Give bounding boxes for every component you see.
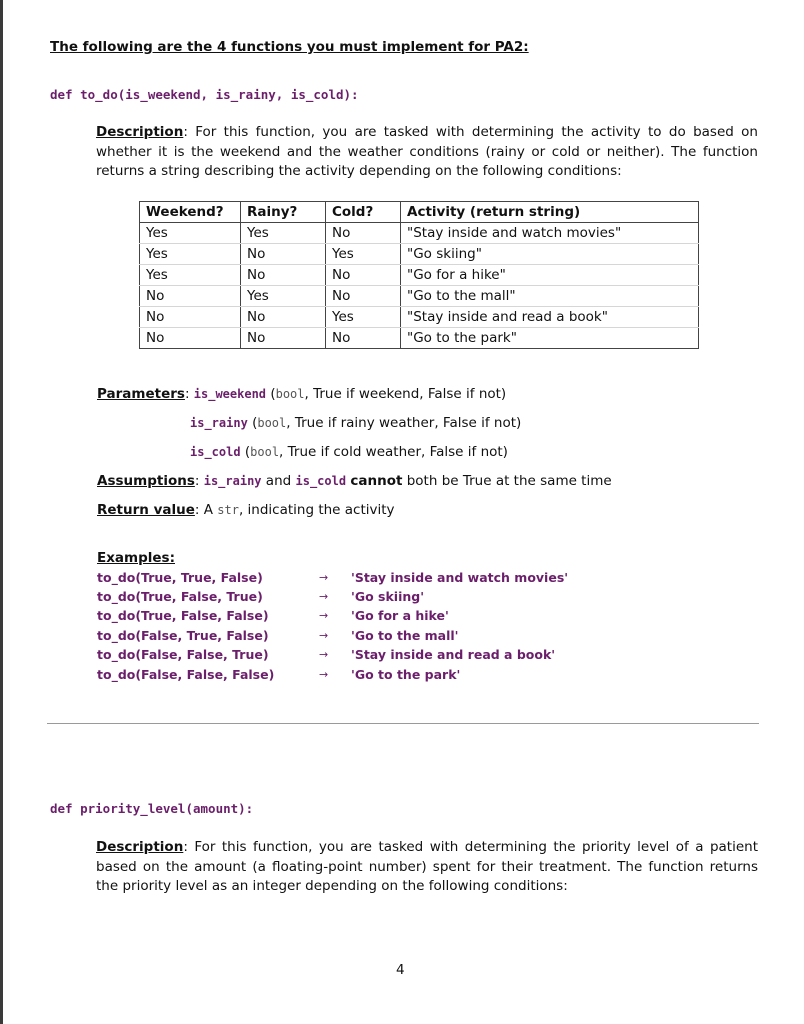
header-weekend: Weekend? (140, 202, 241, 223)
page-heading: The following are the 4 functions you must implement for PA2: (50, 39, 529, 55)
assumption-cannot: cannot (350, 473, 403, 489)
arrow-icon: → (319, 648, 329, 661)
header-cold: Cold? (326, 202, 401, 223)
page-left-edge (0, 0, 3, 1024)
table-cell: No (140, 328, 241, 349)
arrow-icon: → (319, 629, 329, 642)
return-value-line (97, 502, 395, 518)
description-label: Description (96, 124, 184, 140)
table-cell: Yes (241, 223, 326, 244)
page-number: 4 (396, 962, 405, 978)
function-signature-priority-level: def priority_level(amount): (50, 801, 254, 816)
assumption-var-is-cold: is_cold (295, 474, 347, 488)
param-is-rainy: is_rainy (190, 416, 248, 430)
assumption-rest: both be True at the same time (402, 473, 612, 489)
arrow-icon: → (319, 590, 329, 603)
table-cell: No (241, 265, 326, 286)
param-desc: , True if weekend, False if not) (304, 386, 507, 402)
param-type: bool (275, 387, 305, 401)
example-call: to_do(True, False, False) (97, 608, 269, 623)
table-cell: No (140, 286, 241, 307)
example-call: to_do(False, True, False) (97, 628, 269, 643)
return-type: str (217, 503, 239, 517)
table-cell: "Go skiing" (401, 244, 699, 265)
function-signature-to-do: def to_do(is_weekend, is_rainy, is_cold): (50, 87, 359, 102)
example-result: 'Go to the park' (351, 667, 461, 682)
table-cell: No (241, 244, 326, 265)
table-cell: No (326, 328, 401, 349)
example-result: 'Stay inside and read a book' (351, 647, 556, 662)
parameters-line (97, 386, 506, 402)
arrow-icon: → (319, 668, 329, 681)
parameters-colon: : (184, 386, 194, 402)
table-cell: Yes (326, 244, 401, 265)
param-is-weekend: is_weekend (193, 387, 267, 401)
table-cell: "Go to the park" (401, 328, 699, 349)
description-text: : For this function, you are tasked with determining the priority level of a patient based on the amount (a floating-point number) spent for their treatment. The function returns the priority level as an integer depending on the following conditions: (96, 839, 758, 894)
priority-level-description (96, 838, 758, 897)
example-result: 'Go for a hike' (351, 608, 449, 623)
table-cell: "Stay inside and read a book" (401, 307, 699, 328)
parameters-label: Parameters (97, 386, 185, 402)
assumption-and: and (261, 473, 296, 489)
parameter-line (190, 444, 508, 460)
arrow-icon: → (319, 571, 329, 584)
description-label: Description (96, 839, 184, 855)
arrow-icon: → (319, 609, 329, 622)
table-cell: No (326, 223, 401, 244)
activity-table (139, 201, 699, 349)
param-paren: ( (266, 386, 276, 402)
table-cell: No (241, 307, 326, 328)
table-cell: No (326, 265, 401, 286)
param-desc: , True if cold weather, False if not) (279, 444, 508, 460)
table-cell: Yes (140, 265, 241, 286)
example-result: 'Go skiing' (351, 589, 425, 604)
table-row (140, 328, 699, 349)
return-prefix: : A (194, 502, 218, 518)
param-type: bool (257, 416, 287, 430)
assumptions-label: Assumptions (97, 473, 195, 489)
examples-label: Examples: (97, 550, 175, 566)
table-cell: Yes (140, 223, 241, 244)
table-cell: No (241, 328, 326, 349)
table-cell: Yes (140, 244, 241, 265)
description-text: : For this function, you are tasked with determining the activity to do based on whether it is the weekend and the weather conditions (rainy or cold or neither). The function returns a string describing the activity depending on the following conditions: (96, 124, 758, 179)
param-paren: ( (247, 415, 258, 431)
param-is-cold: is_cold (190, 445, 241, 459)
example-call: to_do(False, False, True) (97, 647, 269, 662)
table-cell: Yes (241, 286, 326, 307)
assumption-var-is-rainy: is_rainy (203, 474, 262, 488)
parameter-line (190, 415, 521, 431)
return-value-label: Return value (97, 502, 195, 518)
example-call: to_do(True, True, False) (97, 570, 263, 585)
example-call: to_do(True, False, True) (97, 589, 263, 604)
table-row (140, 265, 699, 286)
param-desc: , True if rainy weather, False if not) (286, 415, 522, 431)
table-row (140, 307, 699, 328)
section-divider (47, 723, 759, 724)
table-cell: "Go for a hike" (401, 265, 699, 286)
return-suffix: , indicating the activity (238, 502, 395, 518)
assumptions-colon: : (194, 473, 204, 489)
example-call: to_do(False, False, False) (97, 667, 275, 682)
table-row (140, 244, 699, 265)
assumptions-line (97, 473, 612, 489)
param-type: bool (250, 445, 280, 459)
header-rainy: Rainy? (241, 202, 326, 223)
param-paren: ( (240, 444, 251, 460)
table-row (140, 223, 699, 244)
to-do-description (96, 123, 758, 182)
table-cell: No (140, 307, 241, 328)
example-result: 'Go to the mall' (351, 628, 459, 643)
table-header-row (140, 202, 699, 223)
header-activity: Activity (return string) (401, 202, 699, 223)
table-cell: Yes (326, 307, 401, 328)
table-cell: "Stay inside and watch movies" (401, 223, 699, 244)
table-row (140, 286, 699, 307)
example-result: 'Stay inside and watch movies' (351, 570, 569, 585)
table-cell: No (326, 286, 401, 307)
table-cell: "Go to the mall" (401, 286, 699, 307)
